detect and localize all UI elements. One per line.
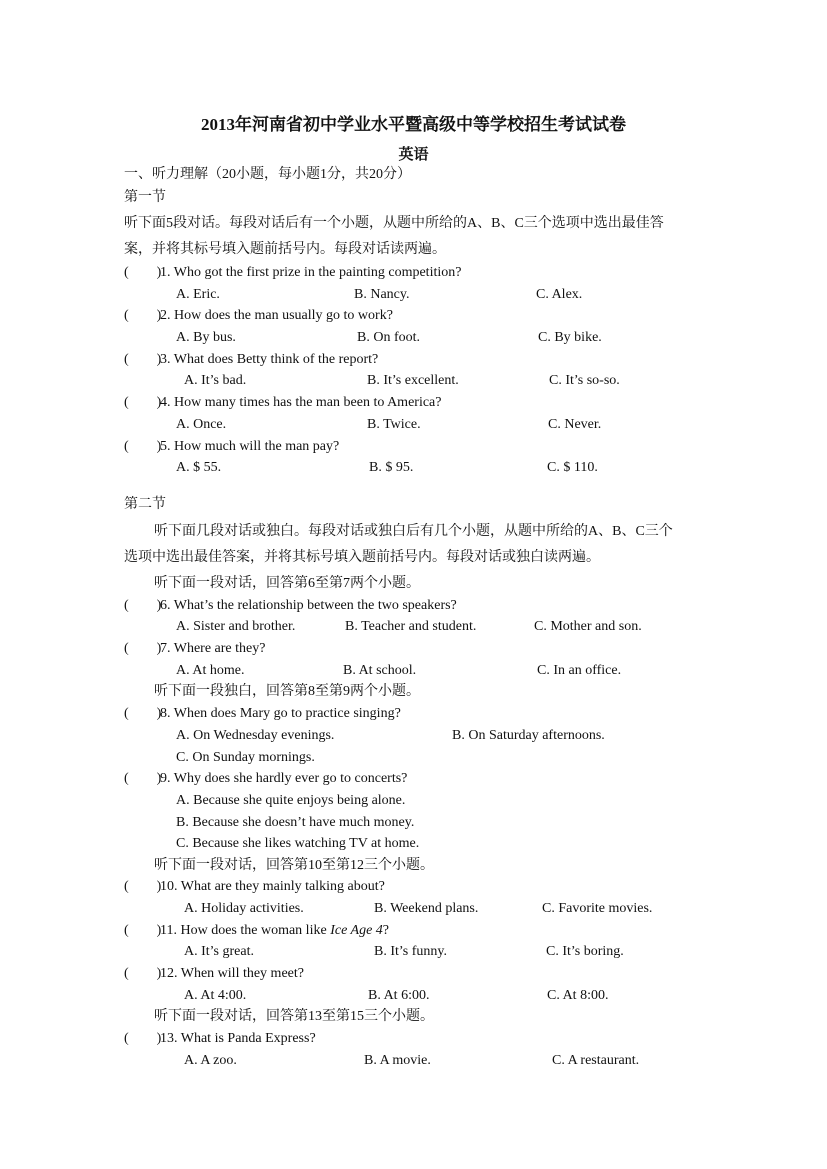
question-10: 10. What are they mainly talking about?: [160, 879, 385, 894]
option-4a: A. Once.: [176, 417, 227, 432]
option-8b: B. On Saturday afternoons.: [452, 728, 605, 743]
option-8c: C. On Sunday mornings.: [176, 750, 315, 765]
question-13: 13. What is Panda Express?: [160, 1031, 316, 1046]
question-6: 6. What’s the relationship between the two speakers?: [160, 598, 457, 613]
answer-bracket[interactable]: ( ): [124, 308, 162, 323]
part2-label: 第二节: [124, 497, 166, 512]
option-5b: B. $ 95.: [369, 460, 414, 475]
section-header: 一、听力理解（20小题，每小题1分，共20分）: [124, 167, 411, 182]
option-3b: B. It’s excellent.: [367, 373, 459, 388]
answer-bracket[interactable]: ( ): [124, 879, 162, 894]
option-1a: A. Eric.: [176, 287, 220, 302]
option-13a: A. A zoo.: [184, 1053, 237, 1068]
answer-bracket[interactable]: ( ): [124, 923, 162, 938]
option-1c: C. Alex.: [536, 287, 583, 302]
option-10c: C. Favorite movies.: [542, 901, 653, 916]
option-12b: B. At 6:00.: [368, 988, 430, 1003]
answer-bracket[interactable]: ( ): [124, 352, 162, 367]
option-10a: A. Holiday activities.: [184, 901, 304, 916]
answer-bracket[interactable]: ( ): [124, 598, 162, 613]
option-11c: C. It’s boring.: [546, 944, 624, 959]
option-2c: C. By bike.: [538, 330, 602, 345]
question-11: [160, 922, 389, 940]
option-4c: C. Never.: [548, 417, 602, 432]
answer-bracket[interactable]: ( ): [124, 706, 162, 721]
answer-bracket[interactable]: ( ): [124, 1031, 162, 1046]
option-13c: C. A restaurant.: [552, 1053, 640, 1068]
question-1: 1. Who got the first prize in the painting competition?: [160, 265, 462, 280]
part1-instruction-line1: 听下面5段对话。每段对话后有一个小题，从题中所给的A、B、C三个选项中选出最佳答: [124, 216, 664, 231]
part2-instruction-line1: 听下面几段对话或独白。每段对话或独白后有几个小题，从题中所给的A、B、C三个: [154, 524, 673, 539]
option-9b: B. Because she doesn’t have much money.: [176, 815, 415, 830]
movie-title: Ice Age 4: [330, 923, 383, 938]
option-12c: C. At 8:00.: [547, 988, 609, 1003]
question-4: 4. How many times has the man been to America?: [160, 395, 442, 410]
answer-bracket[interactable]: ( ): [124, 395, 162, 410]
lead-10-12: 听下面一段对话，回答第10至第12三个小题。: [154, 858, 434, 873]
option-1b: B. Nancy.: [354, 287, 410, 302]
exam-title: 2013年河南省初中学业水平暨高级中等学校招生考试试卷: [201, 115, 626, 134]
part2-instruction-line2: 选项中选出最佳答案，并将其标号填入题前括号内。每段对话或独白读两遍。: [124, 550, 600, 565]
option-9a: A. Because she quite enjoys being alone.: [176, 793, 406, 808]
question-9: 9. Why does she hardly ever go to concerts?: [160, 771, 408, 786]
option-5a: A. $ 55.: [176, 460, 222, 475]
option-7c: C. In an office.: [537, 663, 622, 678]
option-8a: A. On Wednesday evenings.: [176, 728, 335, 743]
answer-bracket[interactable]: ( ): [124, 641, 162, 656]
option-2b: B. On foot.: [357, 330, 420, 345]
option-4b: B. Twice.: [367, 417, 421, 432]
option-5c: C. $ 110.: [547, 460, 598, 475]
option-2a: A. By bus.: [176, 330, 236, 345]
option-3c: C. It’s so-so.: [549, 373, 620, 388]
question-8: 8. When does Mary go to practice singing?: [160, 706, 401, 721]
option-12a: A. At 4:00.: [184, 988, 247, 1003]
question-3: 3. What does Betty think of the report?: [160, 352, 379, 367]
option-13b: B. A movie.: [364, 1053, 431, 1068]
option-6b: B. Teacher and student.: [345, 619, 477, 634]
option-11b: B. It’s funny.: [374, 944, 447, 959]
option-11a: A. It’s great.: [184, 944, 254, 959]
answer-bracket[interactable]: ( ): [124, 439, 162, 454]
option-7a: A. At home.: [176, 663, 245, 678]
answer-bracket[interactable]: ( ): [124, 966, 162, 981]
part1-instruction-line2: 案，并将其标号填入题前括号内。每段对话读两遍。: [124, 242, 446, 257]
question-7: 7. Where are they?: [160, 641, 266, 656]
subject-title: 英语: [398, 147, 429, 163]
question-11-text: 11. How does the woman like: [160, 923, 331, 938]
lead-8-9: 听下面一段独白，回答第8至第9两个小题。: [154, 684, 420, 699]
option-9c: C. Because she likes watching TV at home.: [176, 836, 420, 851]
option-6c: C. Mother and son.: [534, 619, 642, 634]
part1-label: 第一节: [124, 190, 166, 205]
option-10b: B. Weekend plans.: [374, 901, 479, 916]
lead-6-7: 听下面一段对话，回答第6至第7两个小题。: [154, 576, 420, 591]
question-2: 2. How does the man usually go to work?: [160, 308, 393, 323]
option-3a: A. It’s bad.: [184, 373, 247, 388]
question-12: 12. When will they meet?: [160, 966, 304, 981]
question-11-end: ?: [382, 923, 390, 938]
option-7b: B. At school.: [343, 663, 417, 678]
option-6a: A. Sister and brother.: [176, 619, 296, 634]
lead-13-15: 听下面一段对话，回答第13至第15三个小题。: [154, 1009, 434, 1024]
answer-bracket[interactable]: ( ): [124, 771, 162, 786]
answer-bracket[interactable]: ( ): [124, 265, 162, 280]
question-5: 5. How much will the man pay?: [160, 439, 340, 454]
